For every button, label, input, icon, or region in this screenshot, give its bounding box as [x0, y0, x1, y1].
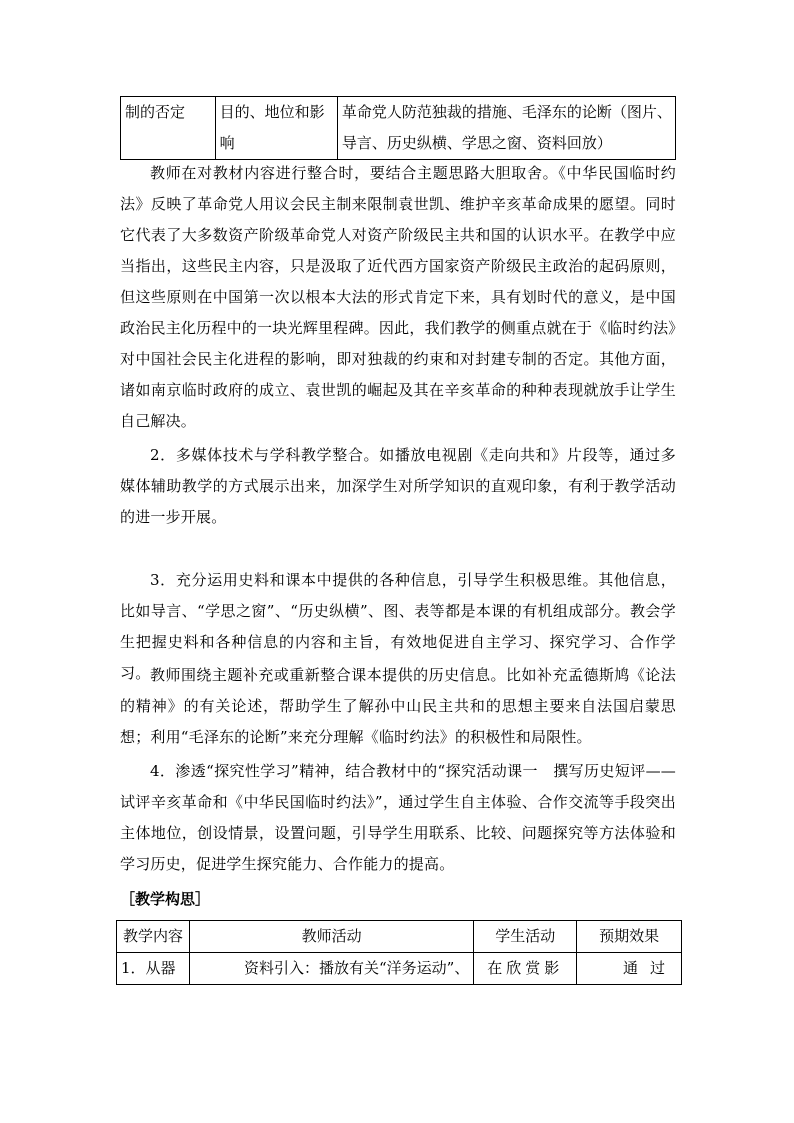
- teaching-plan-table: [116, 920, 682, 985]
- section-title: ［教学构思］: [120, 890, 211, 908]
- paragraph-inquiry: 4．渗透“探究性学习”精神，结合教材中的“探究活动课一 撰写历史短评——试评辛亥革命和《中华民国临时约法》”，通过学生自主体验、合作交流等手段突出主体地位，创设情景，设置问题，引导学生用联系、比较、问题探究等方法体验和学习历史，促进学生探究能力、合作能力的提高。: [120, 762, 676, 873]
- cell-student-activity: 在欣赏影: [474, 953, 577, 985]
- table-row: [117, 953, 682, 985]
- table-row: [121, 97, 676, 160]
- paragraph-integration: 教师在对教材内容进行整合时，要结合主题思路大胆取舍。《中华民国临时约法》反映了革命党人用议会民主制来限制袁世凯、维护辛亥革命成果的愿望。同时它代表了大多数资产阶级革命党人对资产阶级民主共和国的认识水平。在教学中应当指出，这些民主内容，只是汲取了近代西方国家资产阶级民主政治的起码原则，但这些原则在中国第一次以根本大法的形式肯定下来，具有划时代的意义，是中国政治民主化历程中的一块光辉里程碑。因此，我们教学的侧重点就在于《临时约法》对中国社会民主化进程的影响，即对独裁的约束和对封建专制的否定。其他方面，诸如南京临时政府的成立、袁世凯的崛起及其在辛亥革命的种种表现就放手让学生自己解决。: [120, 164, 676, 430]
- header-expected-effect: 预期效果: [577, 921, 682, 953]
- table-header-row: [117, 921, 682, 953]
- table-cell-materials: 革命党人防范独裁的措施、毛泽东的论断（图片、导言、历史纵横、学思之窗、资料回放）: [337, 97, 675, 160]
- cell-expected-effect: 通过: [577, 953, 682, 985]
- table-cell-points: 目的、地位和影响: [215, 97, 337, 160]
- header-content: 教学内容: [117, 921, 190, 953]
- header-teacher-activity: 教师活动: [189, 921, 473, 953]
- header-student-activity: 学生活动: [474, 921, 577, 953]
- paragraph-multimedia: 2．多媒体技术与学科教学整合。如播放电视剧《走向共和》片段等，通过多媒体辅助教学的方式展示出来，加深学生对所学知识的直观印象，有利于教学活动的进一步开展。: [120, 446, 676, 526]
- cell-content: 1．从器: [117, 953, 190, 985]
- paragraph-sources: 3．充分运用史料和课本中提供的各种信息，引导学生积极思维。其他信息，比如导言、“学思之窗”、“历史纵横”、图、表等都是本课的有机组成部分。教会学生把握史料和各种信息的内容和主旨，有效地促进自主学习、探究学习、合作学习。: [120, 571, 676, 682]
- paragraph-supplement: 教师围绕主题补充或重新整合课本提供的历史信息。比如补充孟德斯鸠《论法的精神》的有关论述，帮助学生了解孙中山民主共和的思想主要来自法国启蒙思想；利用“毛泽东的论断”来充分理解《临时约法》的积极性和局限性。: [120, 666, 676, 746]
- content-table: [120, 96, 676, 160]
- cell-teacher-activity: 资料引入：播放有关“洋务运动”、: [189, 953, 473, 985]
- table-cell-topic: 制的否定: [121, 97, 216, 160]
